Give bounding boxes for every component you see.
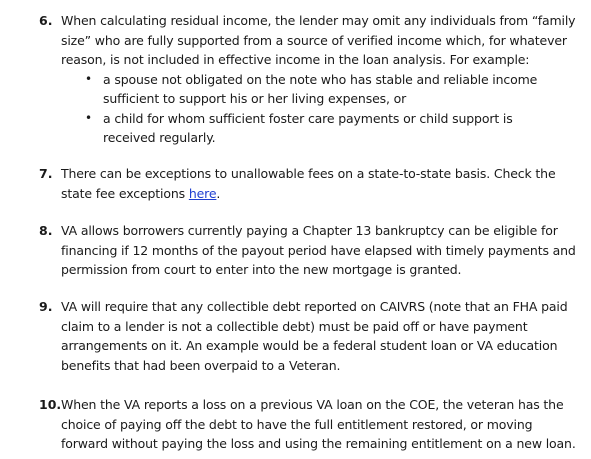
bullet-icon: •: [85, 110, 92, 125]
item-text: When calculating residual income, the lender may omit any individuals from “family size” who are fully supported from a source of verified income which, for whatever reason, is not included in effective income in the loan analysis. For example:: [61, 13, 576, 67]
item-text: When the VA reports a loss on a previous VA loan on the COE, the veteran has the choice of paying off the debt to have the full entitlement restored, or moving forward without paying the loss and using the remaining entitlement on a new loan.: [61, 397, 576, 451]
item-text: [61, 164, 581, 203]
item-body: [61, 297, 581, 375]
item-number: 9.: [39, 299, 53, 314]
item-body: [61, 395, 581, 454]
item-number: 10.: [39, 397, 62, 412]
item-number: 8.: [39, 223, 53, 238]
item-body: [61, 221, 581, 280]
item-text: VA allows borrowers currently paying a Chapter 13 bankruptcy can be eligible for financing if 12 months of the payout period have elapsed with timely payments and permission from court to enter into the new mortgage is granted.: [61, 223, 576, 277]
item-text-before-link: There can be exceptions to unallowable fees on a state-to-state basis. Check the state fee exceptions: [61, 166, 556, 201]
item-number: 7.: [39, 166, 53, 181]
bullet-icon: •: [85, 71, 92, 86]
bullet-text: a spouse not obligated on the note who has stable and reliable income sufficient to support his or her living expenses, or: [103, 71, 538, 106]
item-body: [61, 164, 581, 203]
item-number: 6.: [39, 13, 53, 28]
bullet-item: [61, 109, 543, 148]
item-body: [61, 11, 581, 148]
state-fee-exceptions-link[interactable]: here: [188, 185, 217, 201]
bullet-list: [61, 70, 581, 148]
item-text: VA will require that any collectible debt reported on CAIVRS (note that an FHA paid claim to a lender is not a collectible debt) must be paid off or have payment arrangements on it. An example would be a federal student loan or VA education benefits that had been overpaid to a Veteran.: [61, 299, 568, 373]
bullet-item: [61, 70, 543, 109]
item-text-after-link: .: [216, 185, 221, 201]
bullet-text: a child for whom sufficient foster care payments or child support is received regularly.: [103, 110, 513, 145]
